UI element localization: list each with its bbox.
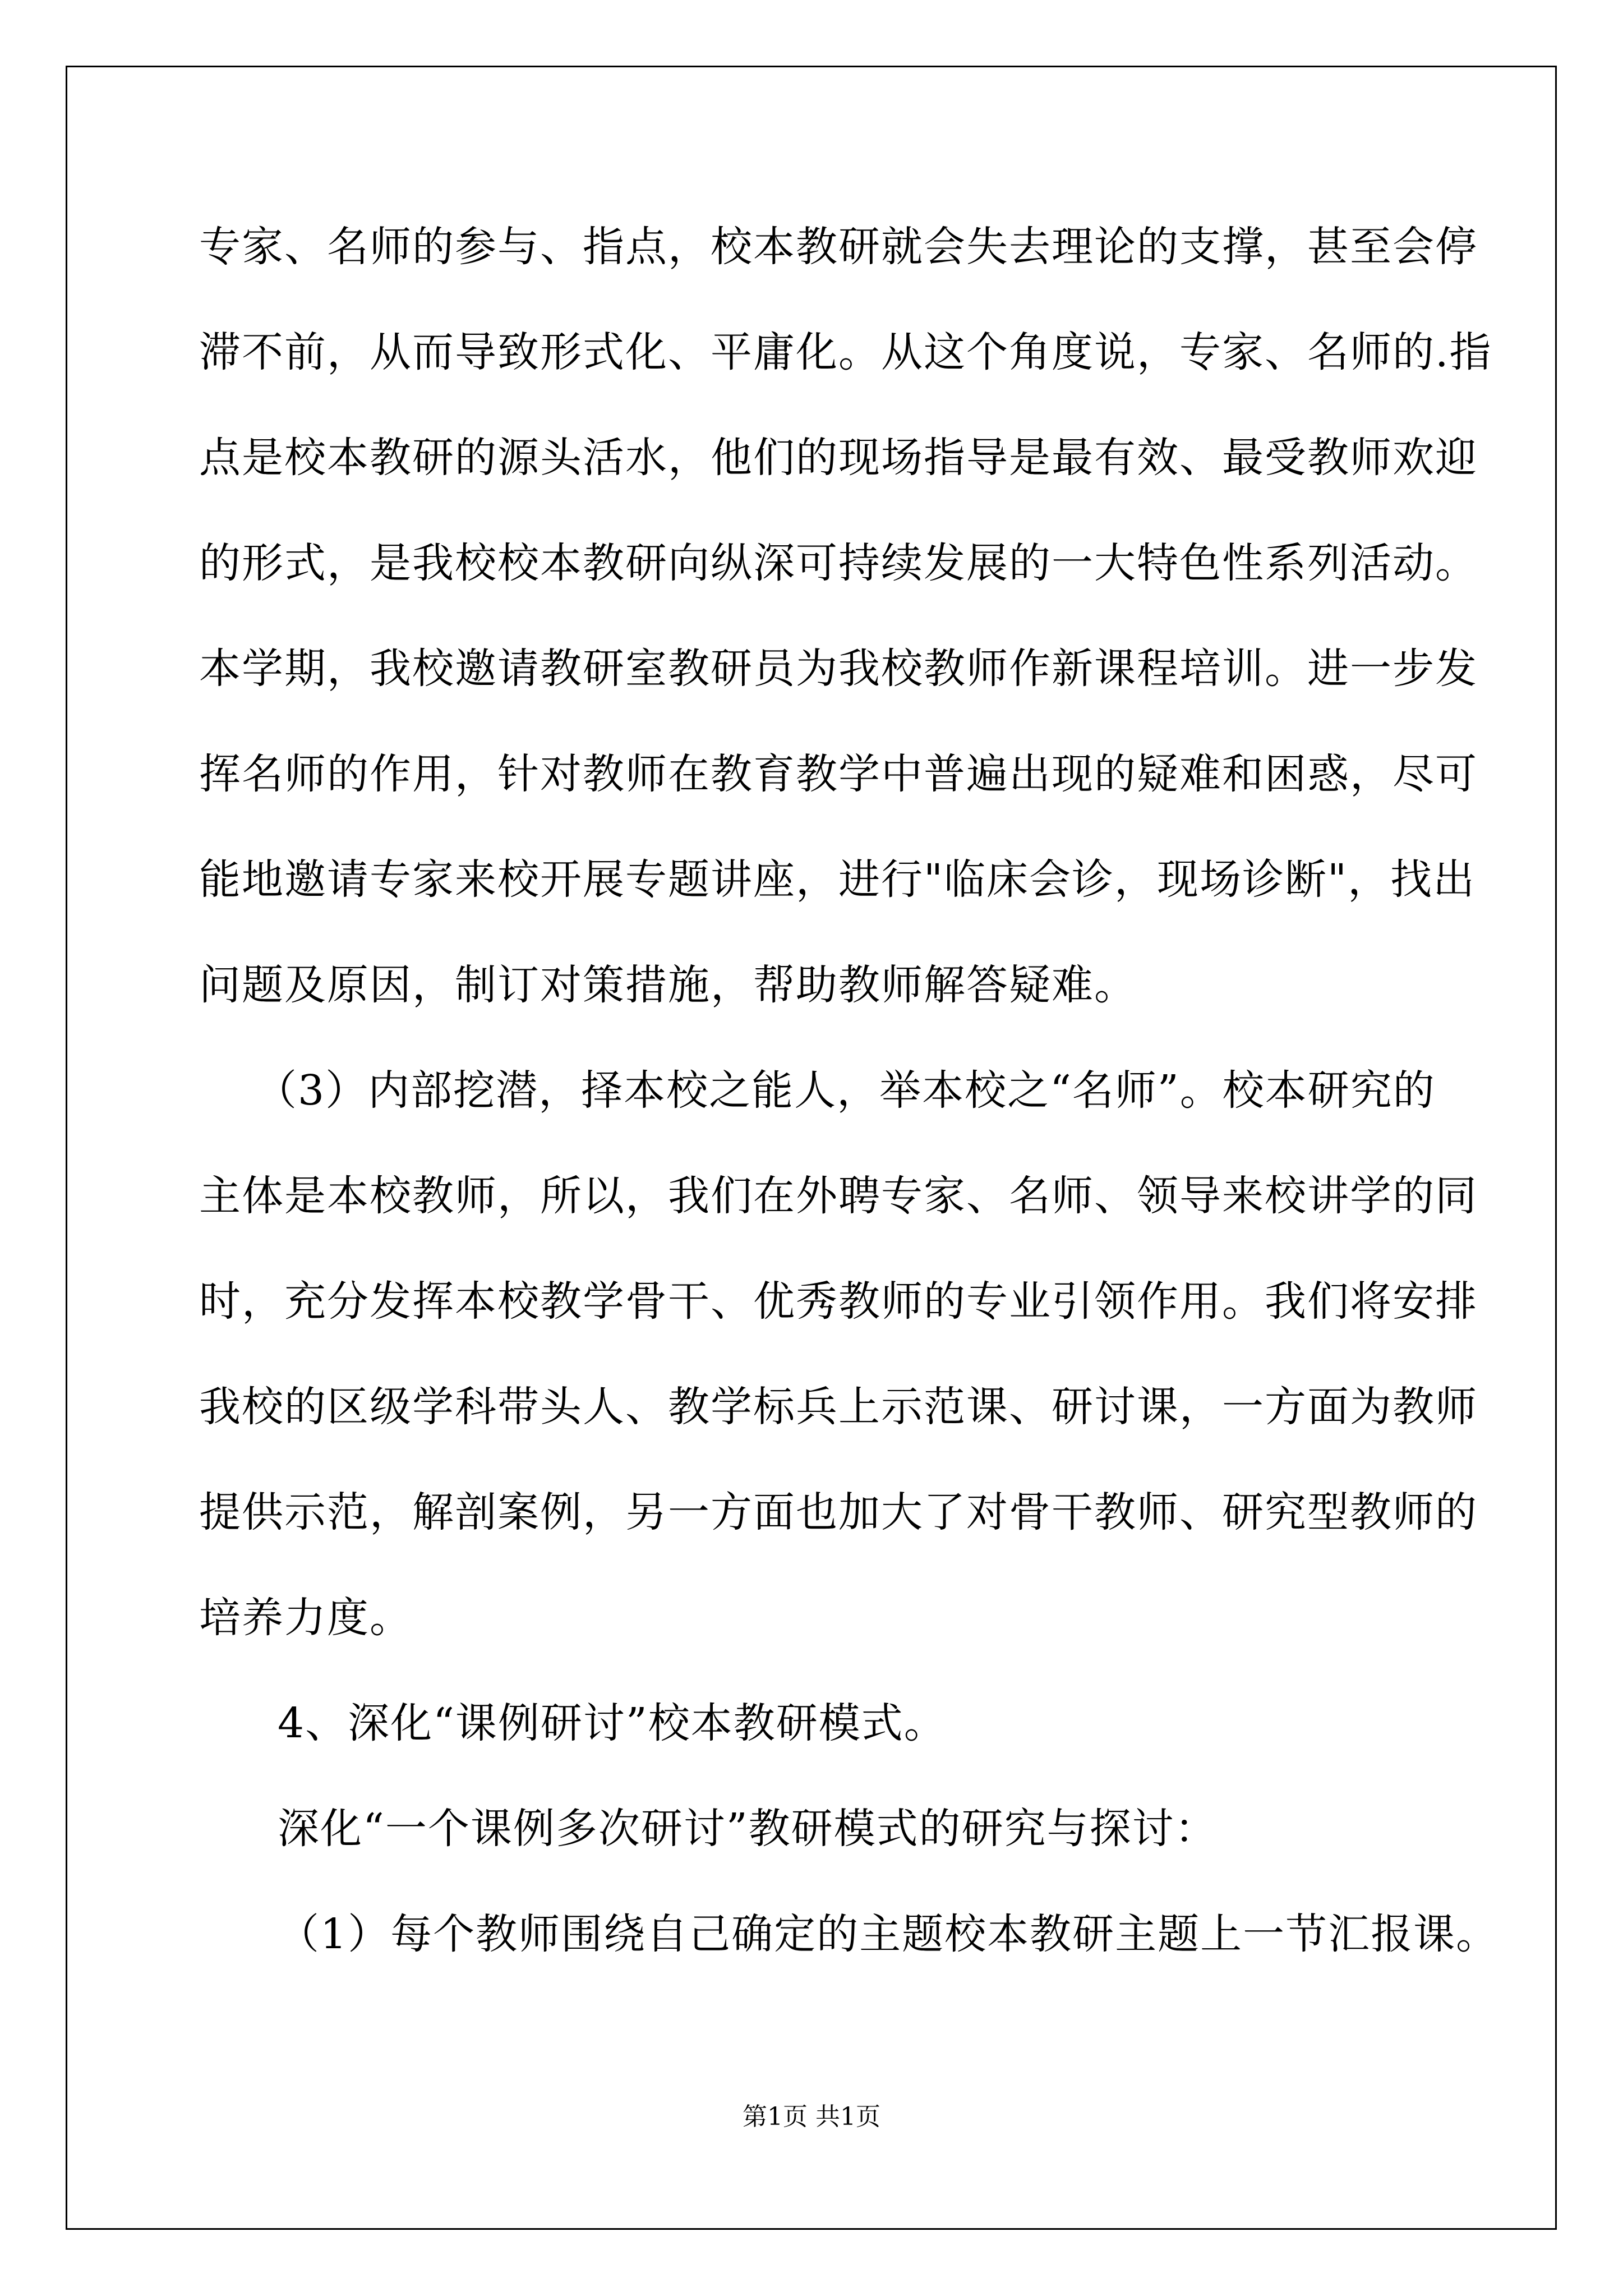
text-line: 培养力度。 (199, 1594, 412, 1642)
text-line: 的形式，是我校校本教研向纵深可持续发展的一大特色性系列活动。 (199, 539, 1478, 587)
text-line: 时，充分发挥本校教学骨干、优秀教师的专业引领作用。我们将安排 (199, 1277, 1478, 1326)
text-line: 深化“一个课例多次研讨”教研模式的研究与探讨： (278, 1805, 1218, 1853)
text-line: 问题及原因，制订对策措施，帮助教师解答疑难。 (199, 961, 1137, 1009)
text-line: 提供示范，解剖案例，另一方面也加大了对骨干教师、研究型教师的 (199, 1488, 1478, 1536)
text-line: 本学期，我校邀请教研室教研员为我校教师作新课程培训。进一步发 (199, 645, 1478, 693)
text-line: 能地邀请专家来校开展专题讲座，进行"临床会诊，现场诊断"，找出 (199, 855, 1476, 904)
text-line: 我校的区级学科带头人、教学标兵上示范课、研讨课，一方面为教师 (199, 1383, 1478, 1431)
text-line: 挥名师的作用，针对教师在教育教学中普遍出现的疑难和困惑，尽可 (199, 750, 1478, 798)
page-footer: 第1页 共1页 (743, 2102, 880, 2131)
text-line: 专家、名师的参与、指点，校本教研就会失去理论的支撑，甚至会停 (199, 223, 1478, 271)
text-line: 主体是本校教师，所以，我们在外聘专家、名师、领导来校讲学的同 (199, 1172, 1478, 1220)
text-line: 滞不前，从而导致形式化、平庸化。从这个角度说，专家、名师的.指 (199, 328, 1492, 376)
text-line: （3）内部挖潜，择本校之能人，举本校之“名师”。校本研究的 (255, 1066, 1436, 1115)
text-line: 4、深化“课例研讨”校本教研模式。 (278, 1699, 947, 1747)
text-line: （1）每个教师围绕自己确定的主题校本教研主题上一节汇报课。 (278, 1910, 1499, 1958)
text-line: 点是校本教研的源头活水，他们的现场指导是最有效、最受教师欢迎 (199, 434, 1478, 482)
